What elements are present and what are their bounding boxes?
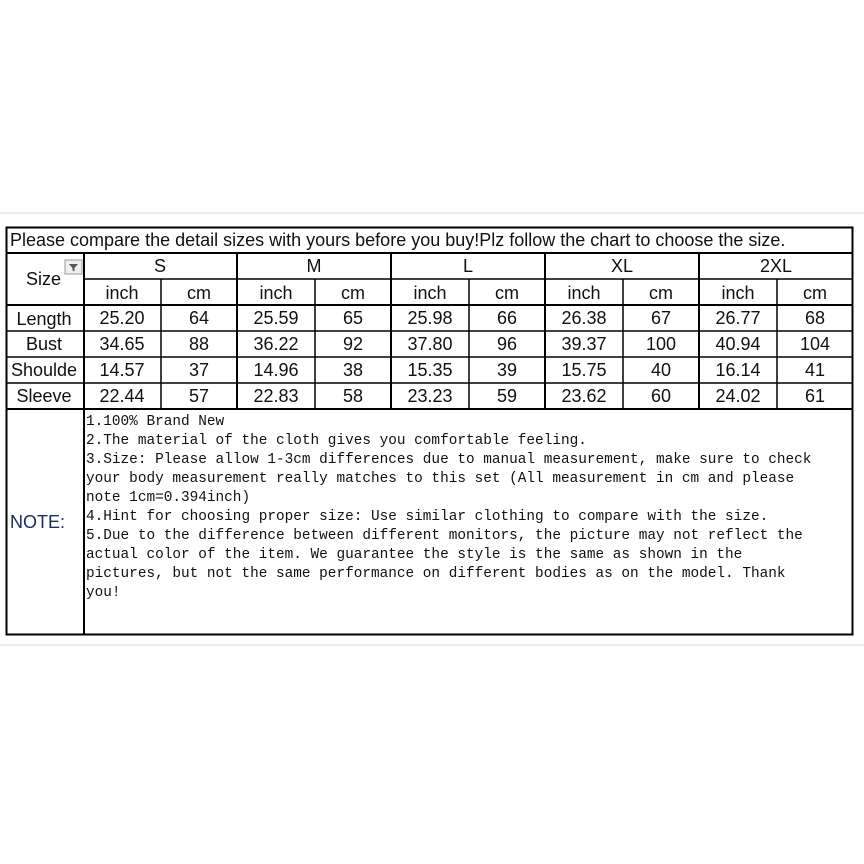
- row-label: Bust: [25, 334, 63, 354]
- table-cell: 66: [496, 308, 518, 328]
- table-cell: 92: [342, 334, 364, 354]
- unit-headers: [105, 283, 827, 303]
- table-cell: 22.44: [99, 386, 145, 406]
- table-cell: 26.77: [715, 308, 761, 328]
- table-cell: 15.35: [407, 360, 453, 380]
- unit-header: cm: [495, 283, 519, 303]
- table-cell: 40.94: [715, 334, 761, 354]
- table-cell: 14.57: [99, 360, 145, 380]
- unit-header: cm: [803, 283, 827, 303]
- table-cell: 38: [342, 360, 364, 380]
- table-row: [16, 386, 825, 406]
- table-cell: 15.75: [561, 360, 607, 380]
- table-cell: 57: [188, 386, 210, 406]
- table-cell: 25.59: [253, 308, 299, 328]
- table-cell: 64: [188, 308, 210, 328]
- table-cell: 25.98: [407, 308, 453, 328]
- note-line: 1.100% Brand New: [86, 414, 225, 430]
- table-cell: 37.80: [407, 334, 453, 354]
- table-cell: 39.37: [561, 334, 607, 354]
- table-cell: 22.83: [253, 386, 299, 406]
- table-row: [11, 360, 825, 380]
- unit-header: inch: [721, 283, 755, 303]
- table-cell: 61: [804, 386, 826, 406]
- table-cell: 67: [650, 308, 672, 328]
- unit-header: cm: [341, 283, 365, 303]
- table-cell: 40: [650, 360, 672, 380]
- note-label: NOTE:: [10, 512, 66, 532]
- note-line: actual color of the item. We guarantee the style is the same as shown in the: [86, 547, 743, 563]
- size-header: M: [306, 256, 322, 276]
- table-cell: 26.38: [561, 308, 607, 328]
- note-text: [86, 414, 811, 601]
- table-cell: 16.14: [715, 360, 761, 380]
- note-line: 5.Due to the difference between different monitors, the picture may not reflect the: [86, 528, 803, 544]
- row-label: Sleeve: [16, 386, 72, 406]
- note-line: you!: [86, 585, 121, 601]
- table-cell: 58: [342, 386, 364, 406]
- table-cell: 37: [188, 360, 210, 380]
- table-cell: 39: [496, 360, 518, 380]
- size-header: L: [462, 256, 474, 276]
- table-row: [16, 308, 825, 329]
- table-cell: 65: [342, 308, 364, 328]
- table-cell: 34.65: [99, 334, 145, 354]
- size-header: XL: [610, 256, 634, 276]
- note-line: note 1cm=0.394inch): [86, 490, 251, 506]
- note-line: pictures, but not the same performance on different bodies as on the model. Thank: [86, 566, 786, 582]
- filter-dropdown-icon[interactable]: [65, 260, 82, 274]
- header-text: Please compare the detail sizes with yours before you buy!Plz follow the chart to choose the size.: [10, 230, 786, 250]
- size-label: Size: [26, 269, 62, 289]
- table-cell: 36.22: [253, 334, 299, 354]
- row-label: Shoulde: [10, 360, 78, 380]
- unit-header: inch: [105, 283, 139, 303]
- unit-header: inch: [567, 283, 601, 303]
- unit-header: cm: [187, 283, 211, 303]
- table-cell: 68: [804, 308, 826, 328]
- unit-header: inch: [413, 283, 447, 303]
- table-cell: 25.20: [99, 308, 145, 328]
- note-line: your body measurement really matches to this set (All measurement in cm and please: [86, 471, 795, 487]
- unit-header: inch: [259, 283, 293, 303]
- table-cell: 100: [645, 334, 677, 354]
- note-line: 2.The material of the cloth gives you comfortable feeling.: [86, 433, 587, 449]
- table-cell: 59: [496, 386, 518, 406]
- table-cell: 104: [799, 334, 831, 354]
- table-cell: 14.96: [253, 360, 299, 380]
- table-cell: 60: [650, 386, 672, 406]
- table-cell: 41: [804, 360, 826, 380]
- size-header: 2XL: [759, 256, 793, 276]
- note-line: 4.Hint for choosing proper size: Use similar clothing to compare with the size.: [86, 509, 769, 525]
- table-cell: 88: [188, 334, 210, 354]
- row-label: Length: [16, 309, 72, 329]
- size-headers: [154, 256, 792, 276]
- table-cell: 24.02: [715, 386, 761, 406]
- table-cell: 23.23: [407, 386, 453, 406]
- note-line: 3.Size: Please allow 1-3cm differences due to manual measurement, make sure to check: [86, 452, 812, 468]
- size-header: S: [153, 256, 167, 276]
- table-cell: 23.62: [561, 386, 607, 406]
- table-row: [26, 334, 830, 354]
- unit-header: cm: [649, 283, 673, 303]
- table-cell: 96: [496, 334, 518, 354]
